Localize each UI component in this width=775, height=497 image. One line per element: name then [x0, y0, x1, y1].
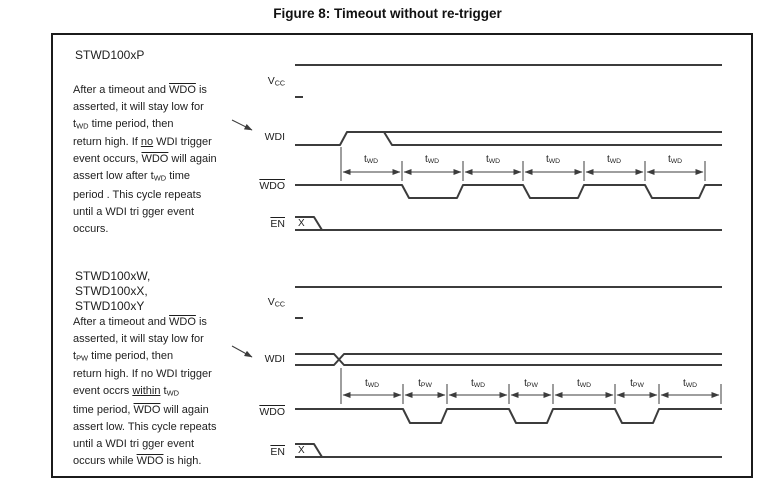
- heading-line: STWD100xW,: [75, 269, 151, 283]
- interval-label-twd: tWD: [576, 378, 592, 390]
- en-dontcare-x-bottom: X: [298, 445, 305, 456]
- interval-label-tpw: tPW: [630, 378, 644, 390]
- description-line: until a WDI tri gger event: [73, 437, 195, 450]
- heading-line: STWD100xY: [75, 299, 145, 313]
- description-top: [73, 82, 268, 238]
- wdi-trace-bottom-a: [295, 354, 722, 365]
- interval-label-twd: tWD: [606, 154, 622, 166]
- interval-label-twd: tWD: [424, 154, 440, 166]
- signal-label-en-top: $\overline{EN}$: [270, 218, 285, 230]
- signal-label-wdi-top: WDI: [264, 131, 285, 143]
- description-line: return high. If no WDI trigger: [73, 368, 212, 381]
- wdi-dontcare-trace-top: [384, 132, 722, 145]
- description-line: occurs.: [73, 222, 109, 235]
- description-line: until a WDI tri gger event: [73, 205, 195, 218]
- interval-label-twd: tWD: [682, 378, 698, 390]
- description-line: tPW time period, then: [73, 350, 174, 363]
- description-line: period . This cycle repeats: [73, 188, 202, 201]
- interval-label-tpw: tPW: [418, 378, 432, 390]
- wdo-trace-bottom: [295, 409, 722, 423]
- figure-frame: [51, 33, 753, 478]
- figure-title: Figure 8: Timeout without re-trigger: [273, 6, 502, 21]
- description-line: time period, $\overline{WDO}$ will again: [73, 403, 209, 416]
- interval-label-twd: tWD: [364, 378, 380, 390]
- interval-label-tpw: tPW: [524, 378, 538, 390]
- interval-label-twd: tWD: [485, 154, 501, 166]
- description-line: event occrs within tWD: [73, 385, 180, 398]
- signal-label-vcc-top: VCC: [267, 75, 285, 88]
- signal-label-vcc-bottom: VCC: [267, 296, 285, 309]
- description-line: tWD time period, then: [73, 118, 174, 131]
- interval-label-twd: tWD: [363, 154, 379, 166]
- description-line: assert low after tWD time: [73, 170, 190, 183]
- wdi-trace-bottom-b: [295, 354, 722, 365]
- signal-label-wdo-bottom: $\overline{WDO}$: [259, 406, 285, 418]
- interval-label-twd: tWD: [667, 154, 683, 166]
- signal-label-wdi-bottom: WDI: [264, 353, 285, 365]
- bottom-diagram: [232, 287, 722, 457]
- section-heading-bottom: [75, 269, 150, 314]
- en-dontcare-x-top: X: [298, 218, 305, 229]
- description-line: asserted, it will stay low for: [73, 101, 204, 113]
- description-line: assert low. This cycle repeats: [73, 420, 217, 433]
- description-line: After a timeout and $\overline{WDO}$ is: [73, 84, 207, 96]
- signal-label-wdo-top: $\overline{WDO}$: [259, 180, 285, 192]
- interval-label-twd: tWD: [545, 154, 561, 166]
- section-heading-top: STWD100xP: [75, 48, 145, 62]
- description-line: asserted, it will stay low for: [73, 333, 204, 345]
- wdo-trace-top: [295, 185, 722, 198]
- description-line: event occurs, $\overline{WDO}$ will again: [73, 153, 217, 166]
- wdi-trace-top: [295, 132, 722, 145]
- ticks-top: [341, 147, 705, 181]
- description-line: occurs while $\overline{WDO}$ is high.: [73, 454, 202, 467]
- heading-line: STWD100xX,: [75, 284, 148, 298]
- description-line: After a timeout and $\overline{WDO}$ is: [73, 316, 207, 328]
- signal-label-en-bottom: $\overline{EN}$: [270, 446, 285, 458]
- description-line: return high. If no WDI trigger: [73, 136, 212, 149]
- interval-label-twd: tWD: [470, 378, 486, 390]
- top-diagram: [232, 65, 722, 230]
